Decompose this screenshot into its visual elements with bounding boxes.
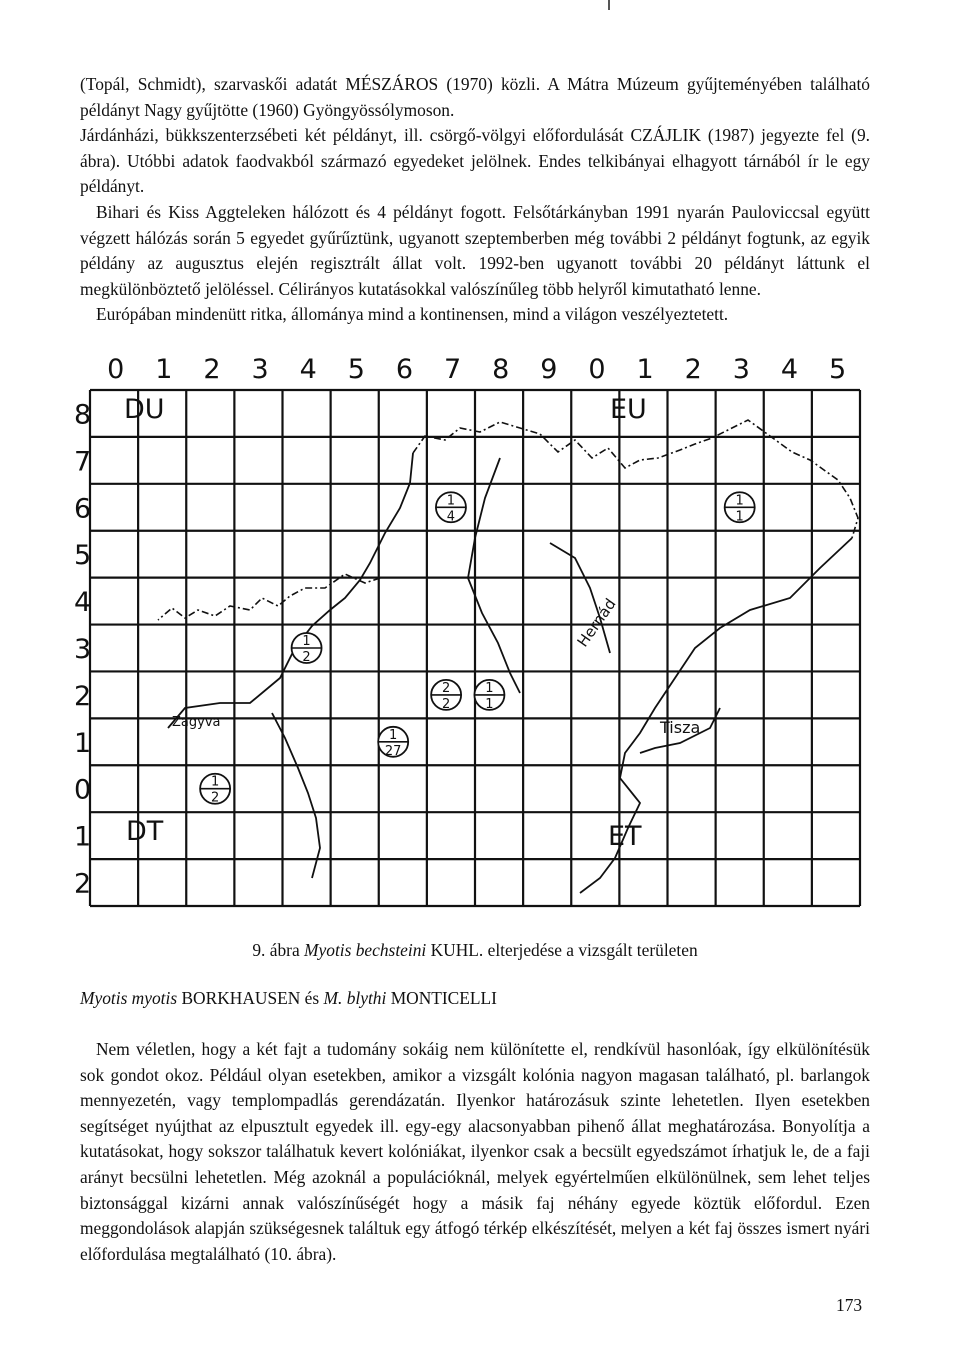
grid-col-label: 8 [492,354,510,385]
species-heading [80,988,497,1009]
grid-row-label: 2 [74,868,92,900]
grid-col-label: 2 [203,354,221,385]
svg-text:4: 4 [446,509,456,525]
grid-row-label: 7 [74,446,92,478]
corner-label-dt: DT [126,816,164,847]
svg-text:1: 1 [485,696,494,712]
grid-col-label: 0 [107,354,125,385]
zagyva-river [272,713,320,878]
text-line-2: Járdánházi, bükkszenterzsébeti két példányt, ill. csörgő-völgyi előfordulását CZÁJLIK (1987) jegyezte fel (9. ábra). Utóbbi adatok faodvakból származó egyedeket jelölnek. Endes telkibányai elhagyott tárnából ír le egy példányt. [80,125,870,197]
record-marker [725,492,755,524]
species-author-2: MONTICELLI [390,988,497,1008]
svg-text:1: 1 [210,774,220,790]
grid-row-label: 1 [74,821,92,853]
side-grid-labels [74,399,91,899]
corner-label-eu: EU [610,394,647,425]
grid-col-label: 3 [732,354,750,385]
grid-col-label: 5 [347,354,365,385]
grid-col-label: 1 [636,354,654,385]
svg-text:2: 2 [441,696,451,712]
corner-label-du: DU [124,394,165,425]
record-marker [431,680,461,712]
species-author-1: BORKHAUSEN [181,988,301,1008]
grid-col-label: 0 [588,354,606,385]
grid-row-label: 1 [74,727,92,759]
grid-row-label: 6 [74,493,92,525]
grid-col-label: 3 [251,354,269,385]
utm-grid [90,390,860,906]
record-marker [436,492,466,524]
scan-mark [608,0,610,10]
caption-species: Myotis bechsteini [304,940,427,960]
grid-col-label: 1 [155,354,173,385]
svg-text:1: 1 [485,680,494,696]
text-line-3: Bihari és Kiss Aggteleken hálózott és 4 példányt fogott. Felsőtárkányban 1991 nyarán Pauloviccsal együtt végzett hálózás során 5 egyedet gyűrűztünk, ugyanott szeptemberben még további 2 példányt fogtunk, az egyik példány az augusztus elején regisztrált állat volt. 1992-ben ugyanott további 20 példányt láttunk el megkülönböztető jelöléssel. Célirányos kutatásokkal valószínűleg több helyről kimutatható lenne. [80,201,870,299]
svg-text:1: 1 [446,493,456,509]
svg-text:1: 1 [302,634,311,649]
caption-rest: elterjedése a vizsgált területen [487,940,698,960]
svg-text:1: 1 [735,509,744,525]
svg-text:2: 2 [210,790,220,806]
species-name-2: M. blythi [323,988,387,1008]
figure-caption [80,940,870,961]
grid-row-label: 5 [74,540,92,572]
distribution-map [74,348,880,928]
grid-col-label: 2 [684,354,702,385]
caption-number: 9. ábra [252,940,300,960]
svg-text:1: 1 [735,493,744,509]
grid-row-label: 8 [74,399,92,431]
grid-row-label: 4 [74,587,92,619]
svg-text:2: 2 [441,680,451,696]
intro-paragraph [80,72,870,328]
grid-row-label: 2 [74,680,92,712]
body-text: Nem véletlen, hogy a két fajt a tudomány sokáig nem különítette el, rendkívül hasonlóak, így elkülönítésük sok gondot okoz. Például olyan esetekben, amikor a vizsgált kolónia nagyon magasan található, pl. barlangok mennyezetén, vagy templompadlás gerendázatán. Ilyenkor határozásuk szinte lehetetlen. Ilyen esetekben segítséget nyújthat az elpusztult egyedek ill. egy-egy alacsonyabban pihenő állat meghatározása. Bonyolítja a kutatásokat, hogy sokszor találhatuk kevert kolóniákat, ilyenkor csak a becsült egyedszámot írhatjuk le, de a faji arányt becsülni lehetetlen. Még azoknál a populációknál, melyek egyértelműen elkülönülnek, sem lehet teljes biztonsággal kizárni annak valószínűségét hogy a másik faj néhány egyede köztük előfordul. Ezen meggondolások alapján szükségesnek találtuk egy átfogó térkép elkészítését, melyen a két faj összes ismert nyári előfordulása megtalálható (10. ábra). [80,1039,870,1264]
place-label-tisza: Tisza [660,718,701,737]
place-label-zagyva: Zagyva [172,715,221,730]
grid-col-label: 4 [299,354,317,385]
grid-row-label: 0 [74,774,92,806]
body-paragraph [80,1037,870,1267]
svg-text:2: 2 [302,650,311,665]
grid-col-label: 7 [443,354,462,385]
grid-row-label: 3 [74,634,92,665]
svg-text:27: 27 [384,743,402,759]
record-marker [378,727,408,759]
species-name-1: Myotis myotis [80,988,178,1008]
record-marker [474,680,504,712]
grid-col-label: 4 [780,354,798,385]
grid-col-label: 9 [540,354,558,385]
top-grid-labels [107,354,846,385]
text-line-4: Európában mindenütt ritka, állománya mind a kontinensen, mind a világon veszélyeztetett. [96,304,729,325]
svg-text:1: 1 [389,727,398,743]
page-number: 173 [836,1295,863,1315]
species-conj: és [304,988,320,1008]
record-marker [292,633,322,665]
grid-col-label: 5 [828,354,847,385]
grid-col-label: 6 [395,354,413,385]
text-line-1: (Topál, Schmidt), szarvaskői adatát MÉSZÁROS (1970) közli. A Mátra Múzeum gyűjteményében található példányt Nagy gyűjtötte (1960) Gyöngyössólymoson. [80,74,870,120]
place-label-hernad: Hernád [573,595,620,651]
record-marker [200,774,230,806]
corner-label-et: ET [608,821,642,852]
area-outline [168,453,413,728]
caption-author: KUHL. [430,940,484,960]
